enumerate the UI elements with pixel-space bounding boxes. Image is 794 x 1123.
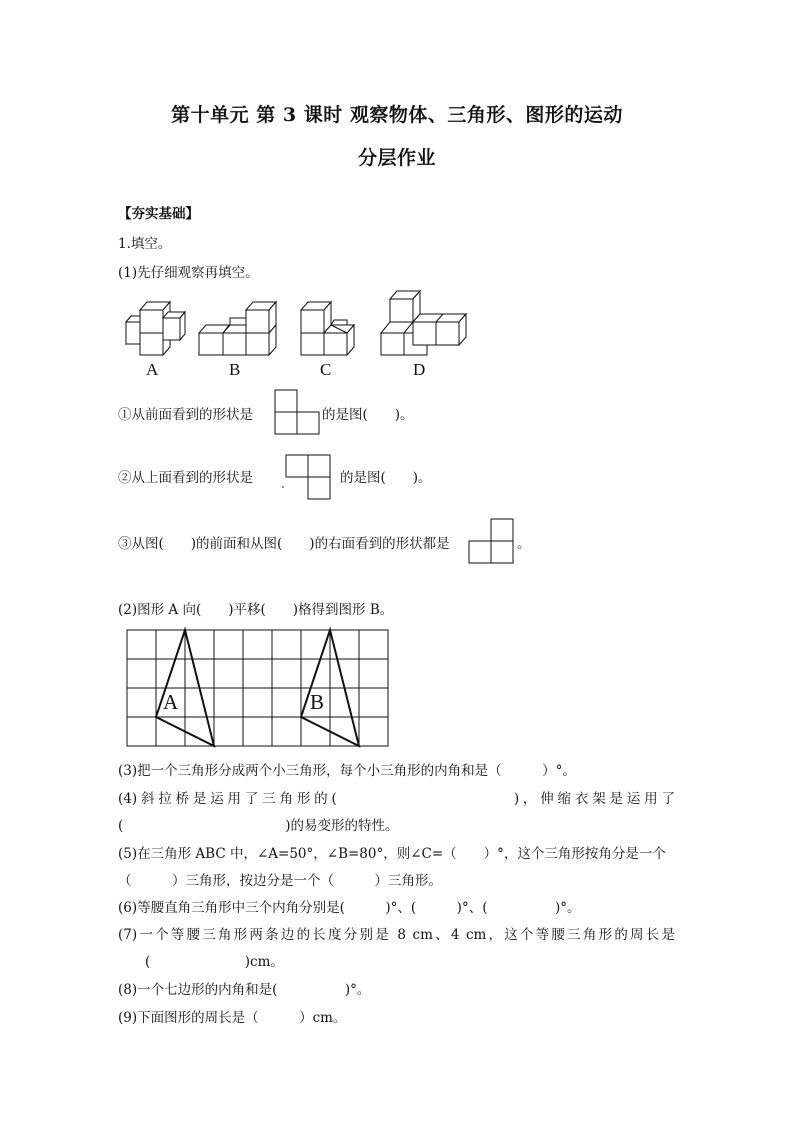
cube-label-d: D <box>413 360 426 379</box>
question-8-text: (8)一个七边形的内角和是( )°。 <box>118 982 371 998</box>
shape-label-b: B <box>310 690 325 714</box>
question-4-line-1: (4)斜拉桥是运用了三角形的( )，伸缩衣架是运用了 <box>118 791 675 807</box>
question-7-line-1: (7)一个等腰三角形两条边的长度分别是 8 cm、4 cm，这个等腰三角形的周长是 <box>118 927 675 943</box>
question-3-text: (3)把一个三角形分成两个小三角形，每个小三角形的内角和是（ ）°。 <box>118 763 576 779</box>
question-1-1-a-suffix: 的是图( )。 <box>322 407 414 423</box>
side-view-shape-icon <box>467 518 519 566</box>
cube-figure-b <box>199 302 276 355</box>
cube-figure-c <box>301 302 354 355</box>
page-title: 第十单元 第 3 课时 观察物体、三角形、图形的运动 <box>171 104 623 126</box>
question-1-2-text: (2)图形 A 向( )平移( )格得到图形 B。 <box>118 602 394 618</box>
front-view-shape-icon <box>272 389 322 437</box>
top-view-shape-icon <box>282 454 334 502</box>
shape-label-a: A <box>163 690 179 714</box>
question-1-1-b-suffix: 的是图( )。 <box>340 470 432 486</box>
cube-figure-a <box>126 302 185 355</box>
cube-label-b: B <box>229 360 241 379</box>
page-subtitle: 分层作业 <box>357 147 436 169</box>
question-6-text: (6)等腰直角三角形中三个内角分别是( )°、( )°、( )°。 <box>118 900 581 916</box>
cube-label-c: C <box>320 360 332 379</box>
question-7-line-2: ( )cm。 <box>118 954 284 970</box>
question-9-text: (9)下面图形的周长是（ ）cm。 <box>118 1010 347 1026</box>
question-4-line-2: ( )的易变形的特性。 <box>118 818 399 834</box>
section-heading: 【夯实基础】 <box>118 206 199 222</box>
cube-label-a: A <box>146 360 159 379</box>
question-1-title: 1.填空。 <box>118 236 172 252</box>
question-1-1-a-prefix: ①从前面看到的形状是 <box>118 407 253 423</box>
question-1-1-intro: (1)先仔细观察再填空。 <box>118 265 259 281</box>
cube-figure-d <box>381 291 466 355</box>
question-1-1-b-prefix: ②从上面看到的形状是 <box>118 470 253 486</box>
question-5-line-1: (5)在三角形 ABC 中，∠A=50°，∠B=80°，则∠C=（ ）°，这个三角形按角分是一个 <box>118 846 666 862</box>
question-5-line-2: （ ）三角形，按边分是一个（ ）三角形。 <box>118 873 442 889</box>
question-1-1-c-suffix: 。 <box>517 536 531 552</box>
question-1-1-c-text: ③从图( )的前面和从图( )的右面看到的形状都是 <box>118 536 450 552</box>
